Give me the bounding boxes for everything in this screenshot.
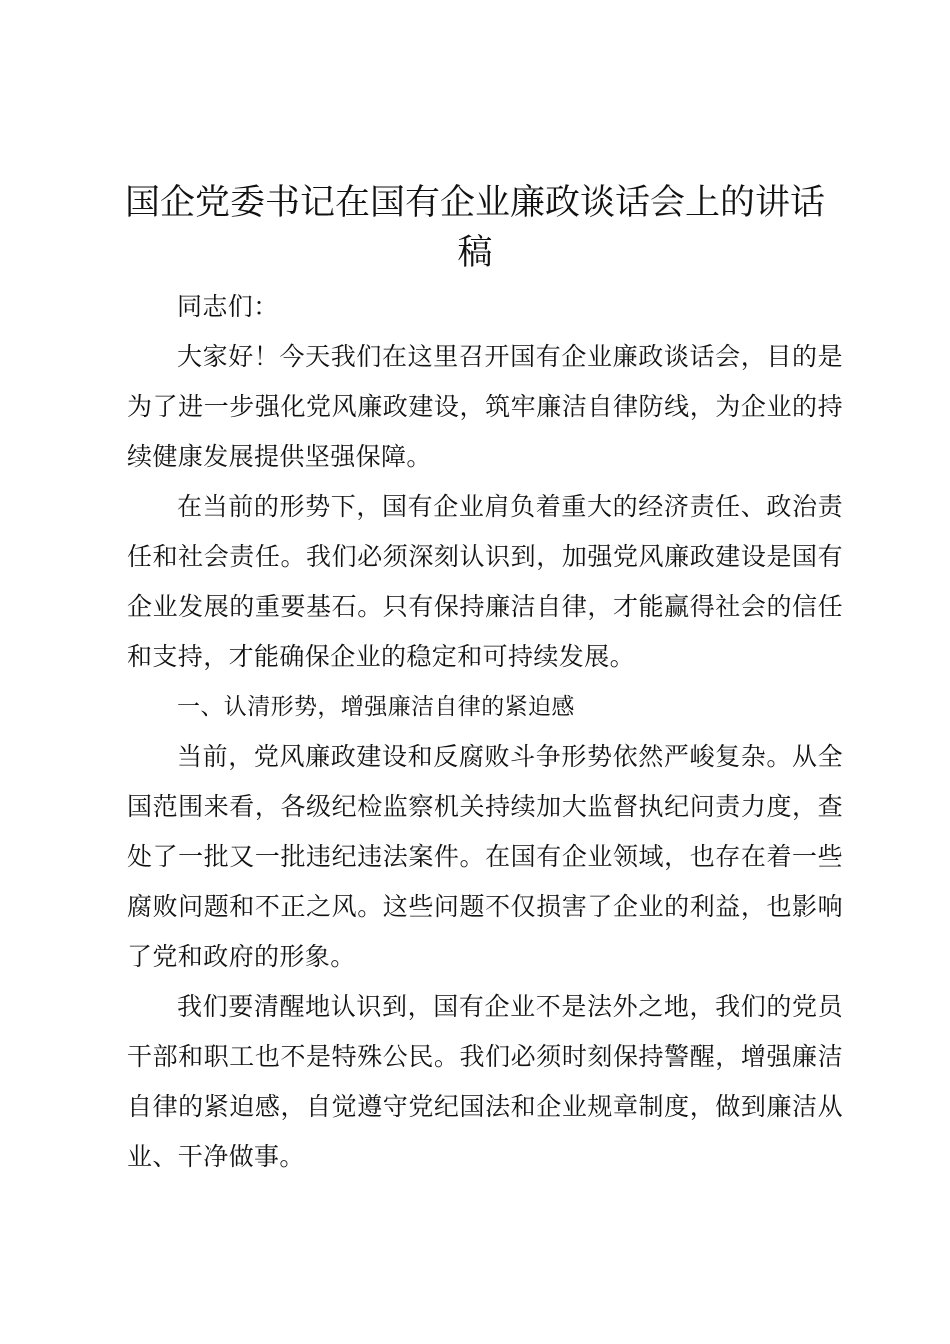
paragraph-situation: 在当前的形势下，国有企业肩负着重大的经济责任、政治责任和社会责任。我们必须深刻认识到，加强党风廉政建设是国有企业发展的重要基石。只有保持廉洁自律，才能赢得社会的信任和支持，才能确保企业的稳定和可持续发展。: [127, 492, 843, 671]
section-1-paragraph-2: 我们要清醒地认识到，国有企业不是法外之地，我们的党员干部和职工也不是特殊公民。我们必须时刻保持警醒，增强廉洁自律的紧迫感，自觉遵守党纪国法和企业规章制度，做到廉洁从业、干净做事。: [127, 992, 843, 1171]
section-heading-1: 一、认清形势，增强廉洁自律的紧迫感: [177, 694, 575, 720]
document-title: 国企党委书记在国有企业廉政谈话会上的讲话稿: [124, 183, 825, 273]
paragraph-intro: 大家好！今天我们在这里召开国有企业廉政谈话会，目的是为了进一步强化党风廉政建设，筑牢廉洁自律防线，为企业的持续健康发展提供坚强保障。: [127, 342, 843, 471]
document-body: [127, 282, 843, 1182]
section-1-paragraph-1: 当前，党风廉政建设和反腐败斗争形势依然严峻复杂。从全国范围来看，各级纪检监察机关持续加大监督执纪问责力度，查处了一批又一批违纪违法案件。在国有企业领域，也存在着一些腐败问题和不正之风。这些问题不仅损害了企业的利益，也影响了党和政府的形象。: [127, 742, 843, 971]
salutation: 同志们：: [177, 292, 279, 321]
